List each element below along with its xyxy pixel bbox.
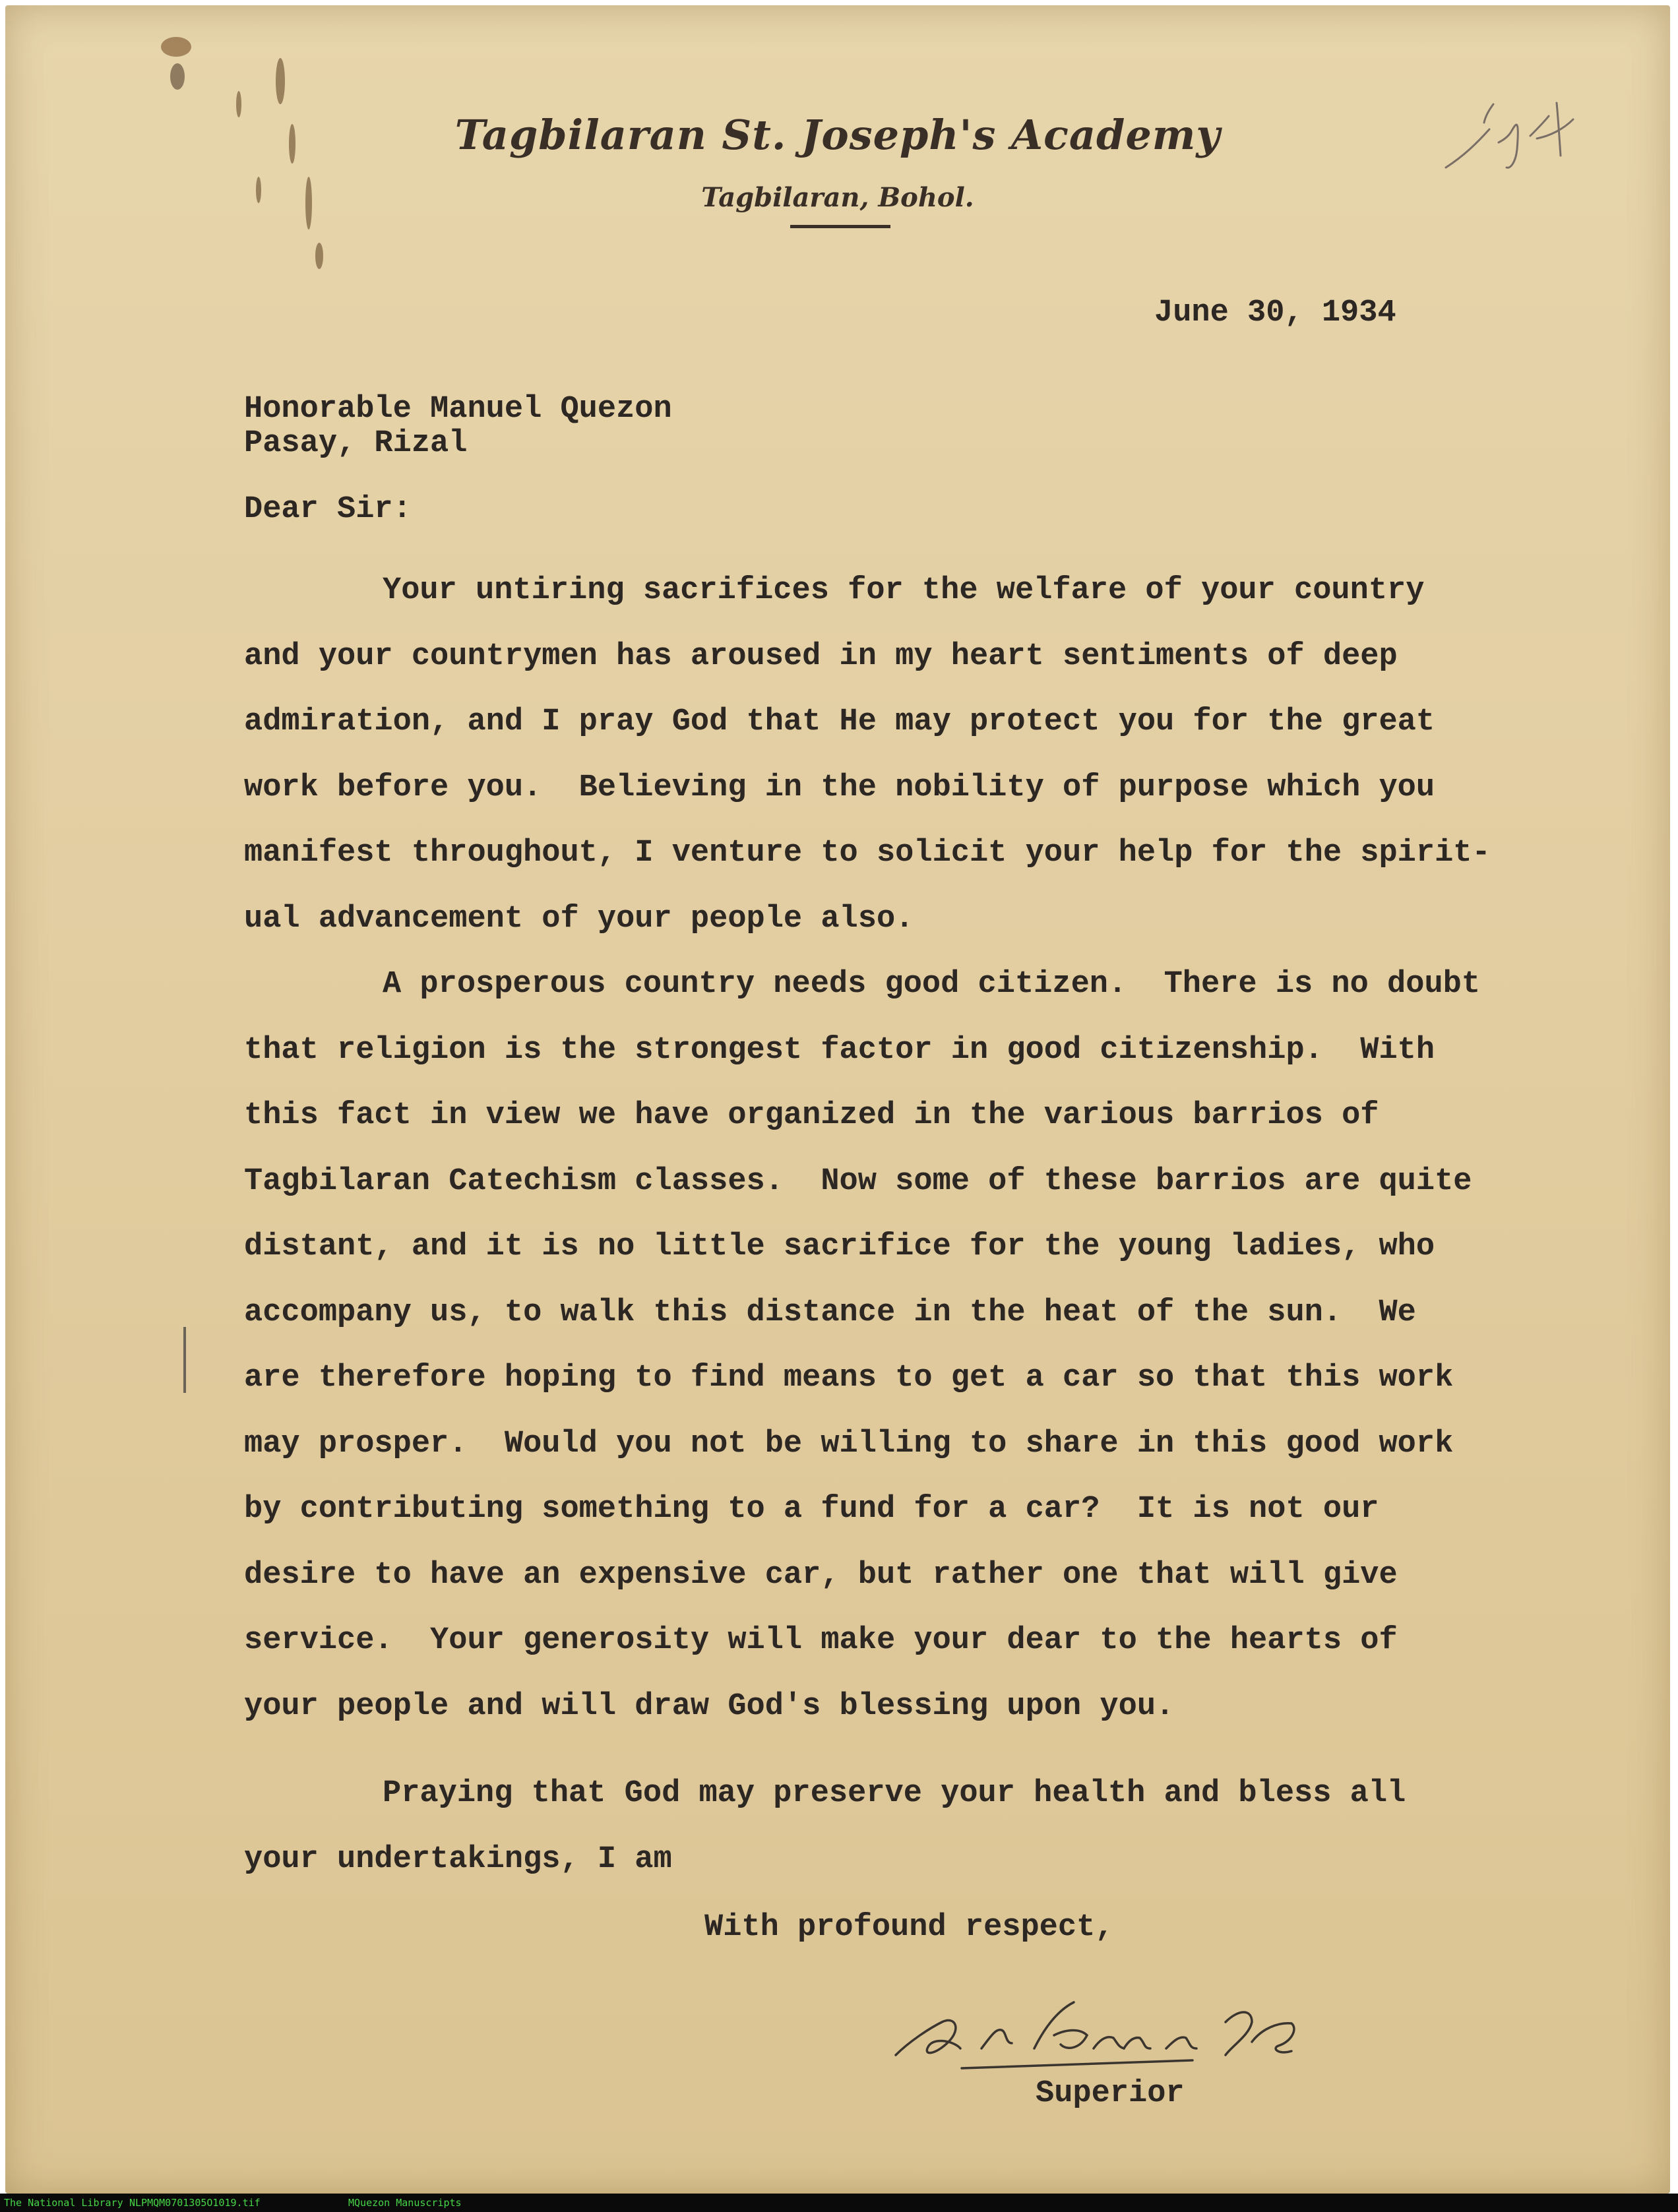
letter-date: June 30, 1934 (1154, 295, 1396, 330)
body-line: that religion is the strongest factor in good citizenship. With (244, 1032, 1435, 1068)
letterhead-divider (790, 225, 890, 228)
body-line: Tagbilaran Catechism classes. Now some of these barrios are quite (244, 1163, 1472, 1199)
salutation: Dear Sir: (244, 492, 412, 527)
recipient-address: Pasay, Rizal (244, 426, 468, 461)
complimentary-close: With profound respect, (704, 1910, 1114, 1945)
body-line: desire to have an expensive car, but rather one that will give (244, 1557, 1398, 1593)
body-line: Your untiring sacrifices for the welfare of your country (383, 573, 1425, 608)
rust-stain (170, 63, 185, 90)
letter-closing (244, 1761, 1603, 1893)
rust-stain (161, 37, 191, 57)
body-line: your people and will draw God's blessing upon you. (244, 1688, 1175, 1724)
ink-mark (315, 243, 323, 269)
margin-pencil-mark (182, 1327, 187, 1393)
body-line: work before you. Believing in the nobility of purpose which you (244, 770, 1435, 805)
footer-filename: NLPMQM0701305O1019.tif (129, 2197, 261, 2209)
body-line: manifest throughout, I venture to solicit your help for the spirit- (244, 836, 1491, 871)
body-line: admiration, and I pray God that He may protect you for the great (244, 704, 1435, 739)
closing-line: Praying that God may preserve your health and bless all (383, 1776, 1406, 1811)
footer-collection: MQuezon Manuscripts (348, 2197, 462, 2209)
letter-body (244, 558, 1603, 1739)
body-line: A prosperous country needs good citizen. There is no doubt (383, 967, 1481, 1002)
letterhead-location: Tagbilaran, Bohol. (701, 182, 974, 213)
ink-mark (276, 58, 285, 104)
handwritten-initials-mark (1438, 90, 1596, 182)
body-line: distant, and it is no little sacrifice for the young ladies, who (244, 1229, 1435, 1264)
body-line: and your countrymen has aroused in my heart sentiments of deep (244, 638, 1398, 674)
letter-page (5, 5, 1670, 2194)
body-line: by contributing something to a fund for a car? It is not our (244, 1492, 1379, 1527)
letterhead-title: Tagbilaran St. Joseph's Academy (454, 111, 1221, 159)
body-line: this fact in view we have organized in the various barrios of (244, 1098, 1379, 1133)
footer-library: The National Library (4, 2197, 123, 2209)
body-line: service. Your generosity will make your dear to the hearts of (244, 1623, 1398, 1658)
recipient-name: Honorable Manuel Quezon (244, 392, 672, 427)
body-line: are therefore hoping to find means to get a car so that this work (244, 1361, 1454, 1396)
handwritten-signature (883, 1982, 1318, 2088)
signer-title: Superior (1036, 2076, 1185, 2111)
body-line: accompany us, to walk this distance in the heat of the sun. We (244, 1295, 1416, 1330)
body-line: may prosper. Would you not be willing to share in this good work (244, 1426, 1454, 1461)
closing-line: your undertakings, I am (244, 1842, 672, 1877)
body-line: ual advancement of your people also. (244, 901, 914, 937)
